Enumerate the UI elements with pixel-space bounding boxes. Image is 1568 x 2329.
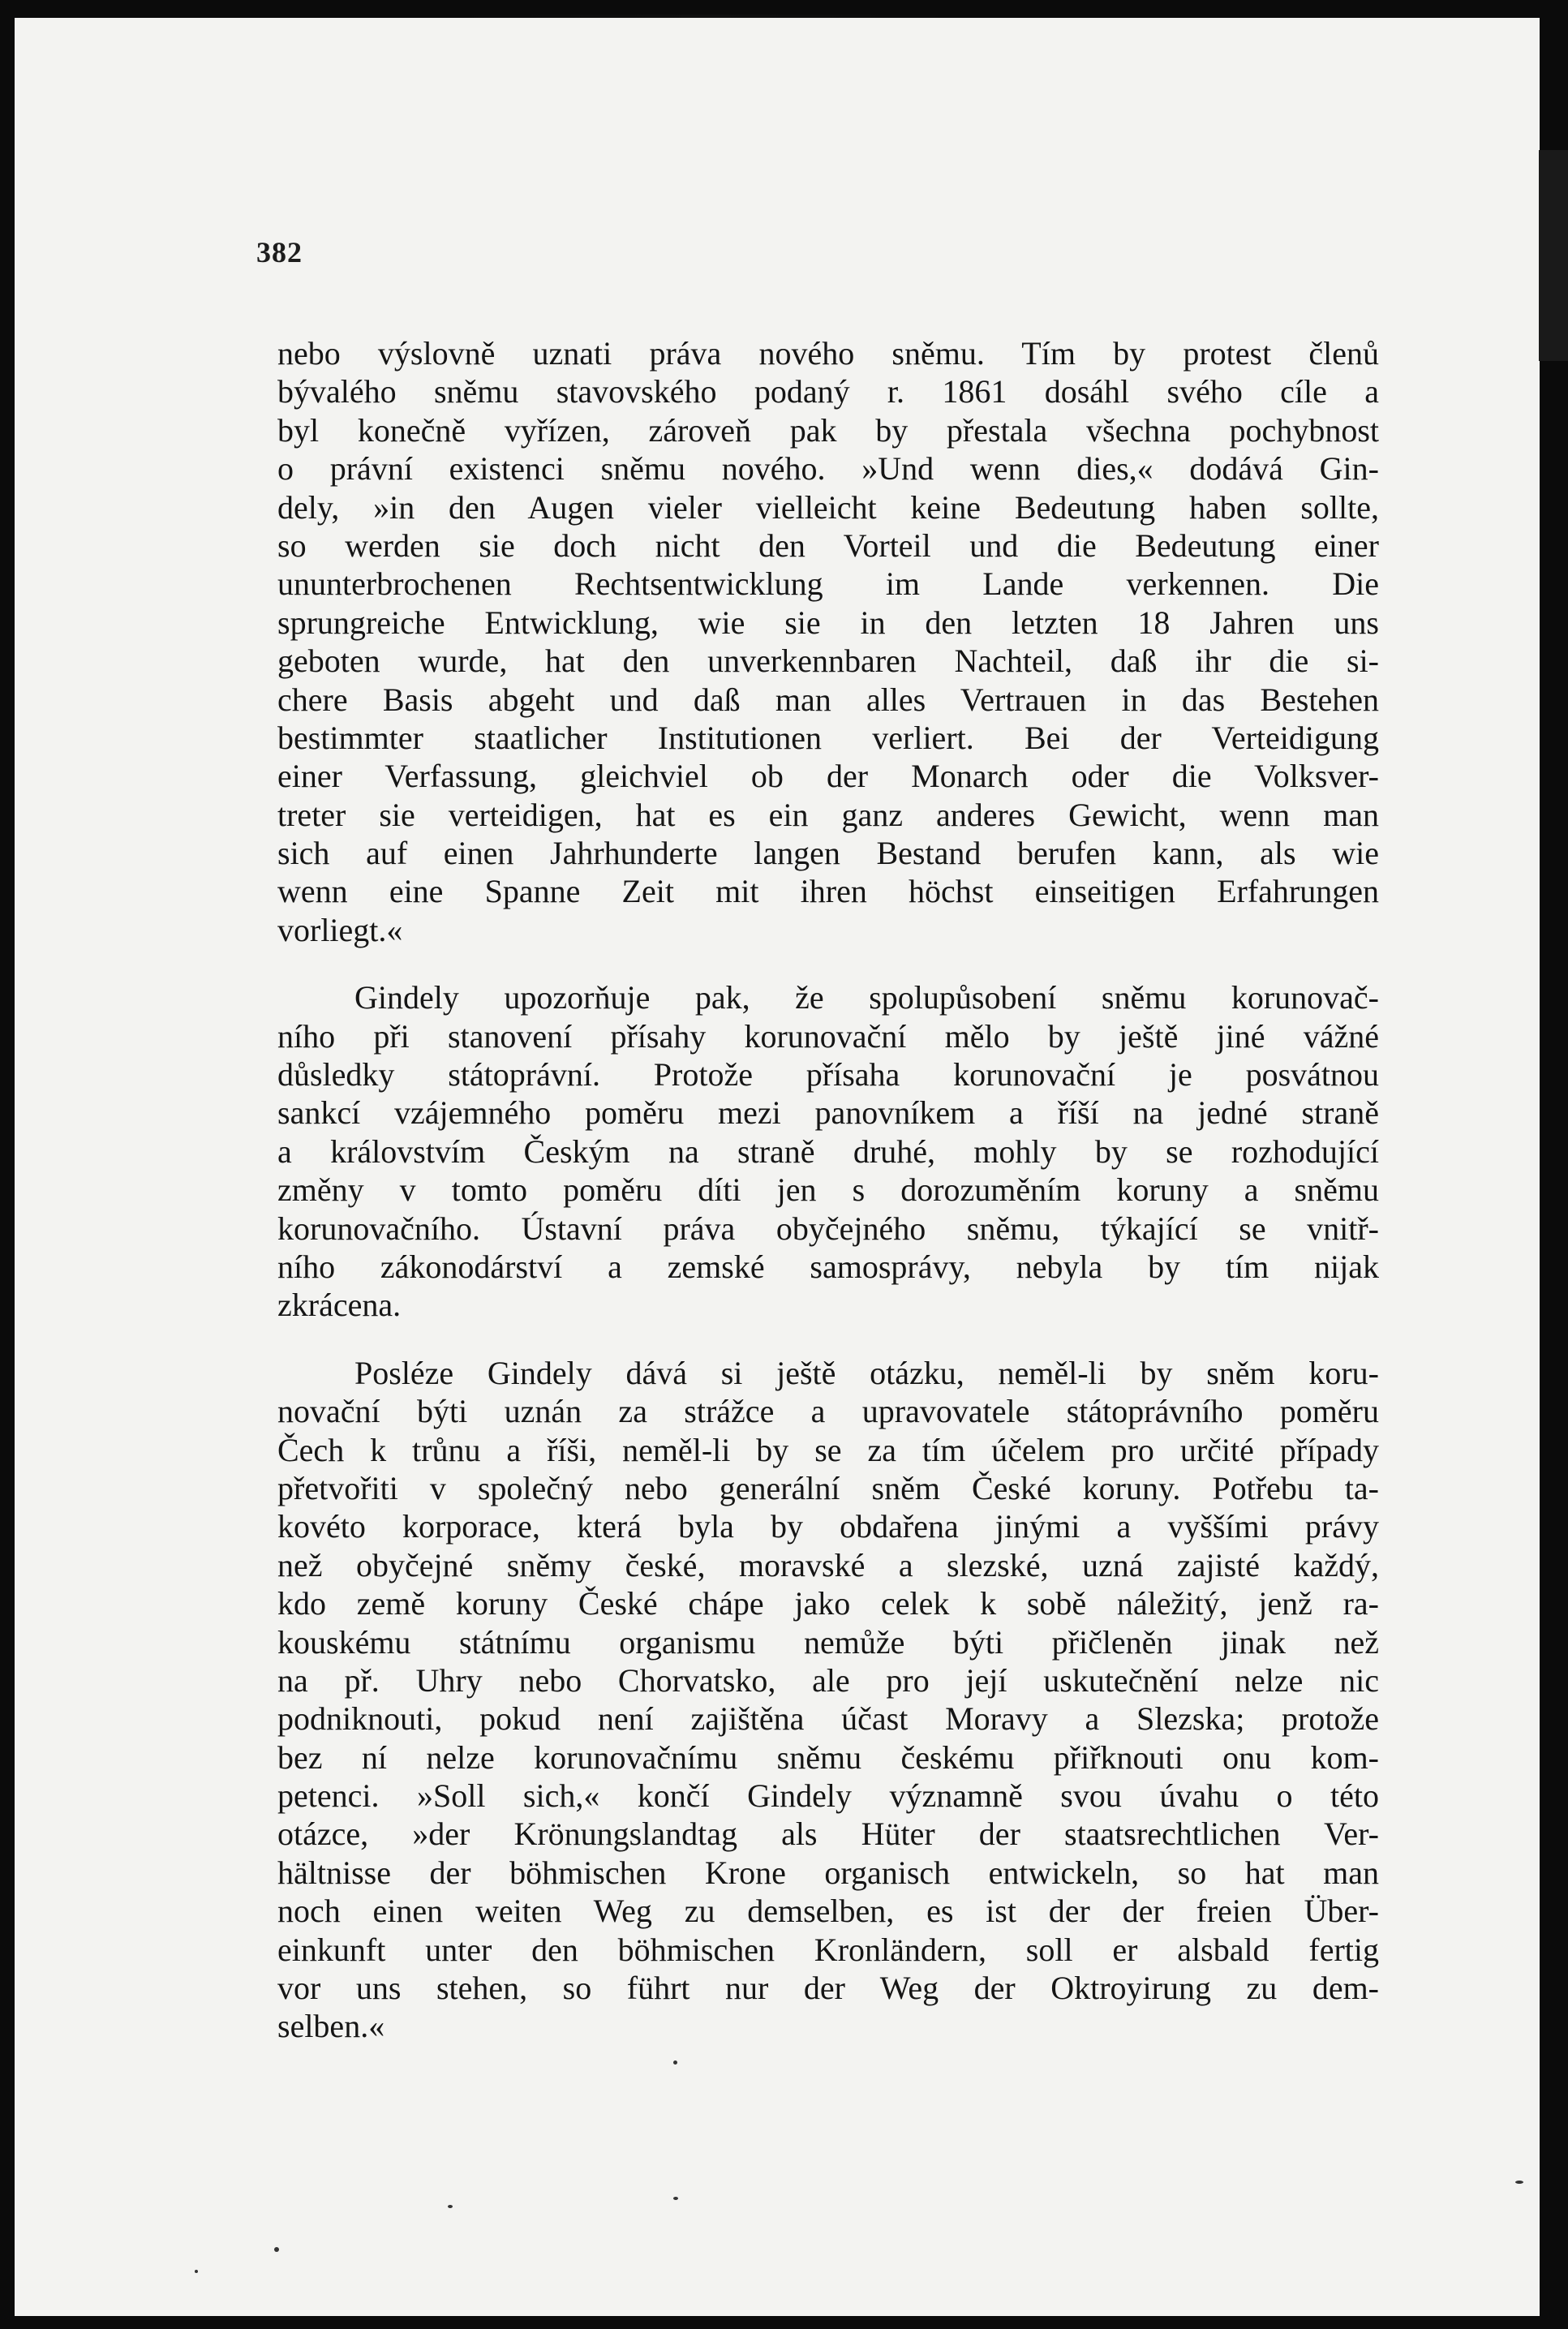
text-line: otázce, »der Krönungslandtag als Hüter der staatsrechtlichen Ver- bbox=[277, 1816, 1379, 1853]
text-line: přetvořiti v společný nebo generální sněm České koruny. Potřebu ta- bbox=[277, 1469, 1379, 1506]
text-line: dely, »in den Augen vieler vielleicht keine Bedeutung haben sollte, bbox=[277, 488, 1379, 526]
text-line: na př. Uhry nebo Chorvatsko, ale pro její uskutečnění nelze nic bbox=[277, 1661, 1379, 1699]
text-line: sankcí vzájemného poměru mezi panovníkem a říší na jedné straně bbox=[277, 1094, 1379, 1132]
text-line: nebo výslovně uznati práva nového sněmu. Tím by protest členů bbox=[277, 335, 1379, 372]
scan-speck bbox=[195, 2270, 198, 2273]
text-line: chere Basis abgeht und daß man alles Vertrauen in das Bestehen bbox=[277, 681, 1379, 718]
text-line: selben.« bbox=[277, 2008, 385, 2045]
text-line: a královstvím Českým na straně druhé, mohly by se rozhodující bbox=[277, 1132, 1379, 1170]
text-line: důsledky státoprávní. Protože přísaha korunovační je posvátnou bbox=[277, 1056, 1379, 1094]
scan-speck bbox=[448, 2205, 453, 2208]
text-line: wenn eine Spanne Zeit mit ihren höchst einseitigen Erfahrungen bbox=[277, 873, 1379, 910]
paragraph-2 bbox=[277, 978, 1379, 1325]
text-line: bestimmter staatlicher Institutionen verliert. Bei der Verteidigung bbox=[277, 719, 1379, 756]
text-line: sich auf einen Jahrhunderte langen Bestand berufen kann, als wie bbox=[277, 835, 1379, 872]
text-line: kouskému státnímu organismu nemůže býti přičleněn jinak než bbox=[277, 1623, 1379, 1661]
text-line: podniknouti, pokud není zajištěna účast Moravy a Slezska; protože bbox=[277, 1700, 1379, 1738]
text-line: ního při stanovení přísahy korunovační mělo by ještě jiné vážné bbox=[277, 1017, 1379, 1055]
text-line: ununterbrochenen Rechtsentwicklung im Lande verkennen. Die bbox=[277, 565, 1379, 603]
text-line: hältnisse der böhmischen Krone organisch entwickeln, so hat man bbox=[277, 1854, 1379, 1891]
text-line: zkrácena. bbox=[277, 1287, 402, 1324]
scan-speck bbox=[673, 2060, 677, 2065]
text-line: než obyčejné sněmy české, moravské a slezské, uzná zajisté každý, bbox=[277, 1546, 1379, 1583]
text-line: byl konečně vyřízen, zároveň pak by přestala všechna pochybnost bbox=[277, 411, 1379, 449]
paragraph-3 bbox=[277, 1354, 1379, 2046]
text-line: Gindely upozorňuje pak, že spolupůsobení sněmu korunovač- bbox=[354, 979, 1379, 1016]
text-line: einkunft unter den böhmischen Kronländern, soll er alsbald fertig bbox=[277, 1931, 1379, 1968]
scan-speck bbox=[1515, 2181, 1523, 2184]
text-line: kovéto korporace, která byla by obdařena jinými a vyššími právy bbox=[277, 1508, 1379, 1545]
text-line: ního zákonodárství a zemské samosprávy, nebyla by tím nijak bbox=[277, 1248, 1379, 1285]
text-line: Čech k trůnu a říši, neměl-li by se za tím účelem pro určité případy bbox=[277, 1431, 1379, 1468]
text-line: geboten wurde, hat den unverkennbaren Nachteil, daß ihr die si- bbox=[277, 642, 1379, 680]
scan-speck bbox=[673, 2197, 678, 2200]
text-line: einer Verfassung, gleichviel ob der Monarch oder die Volksver- bbox=[277, 758, 1379, 795]
text-line: sprungreiche Entwicklung, wie sie in den letzten 18 Jahren uns bbox=[277, 604, 1379, 641]
text-line: petenci. »Soll sich,« končí Gindely významně svou úvahu o této bbox=[277, 1777, 1379, 1815]
text-line: Posléze Gindely dává si ještě otázku, neměl-li by sněm koru- bbox=[354, 1354, 1379, 1391]
text-line: treter sie verteidigen, hat es ein ganz anderes Gewicht, wenn man bbox=[277, 796, 1379, 833]
text-line: so werden sie doch nicht den Vorteil und die Bedeutung einer bbox=[277, 526, 1379, 564]
scan-binding-strip bbox=[1539, 150, 1568, 361]
text-line: noch einen weiten Weg zu demselben, es ist der der freien Über- bbox=[277, 1893, 1379, 1930]
text-line: vor uns stehen, so führt nur der Weg der Oktroyirung zu dem- bbox=[277, 1970, 1379, 2007]
text-line: bez ní nelze korunovačnímu sněmu českému přiřknouti onu kom- bbox=[277, 1738, 1379, 1776]
text-line: korunovačního. Ústavní práva obyčejného sněmu, týkající se vnitř- bbox=[277, 1210, 1379, 1247]
scan-speck bbox=[274, 2247, 279, 2252]
text-line: změny v tomto poměru díti jen s dorozuměním koruny a sněmu bbox=[277, 1171, 1379, 1209]
text-line: kdo země koruny České chápe jako celek k sobě náležitý, jenž ra- bbox=[277, 1585, 1379, 1622]
page-body bbox=[277, 334, 1379, 2075]
page-number: 382 bbox=[256, 236, 303, 269]
text-line: bývalého sněmu stavovského podaný r. 1861 dosáhl svého cíle a bbox=[277, 373, 1379, 410]
paragraph-1 bbox=[277, 334, 1379, 949]
text-line: vorliegt.« bbox=[277, 911, 403, 948]
text-line: novační býti uznán za strážce a upravovatele státoprávního poměru bbox=[277, 1393, 1379, 1430]
text-line: o právní existenci sněmu nového. »Und wenn dies,« dodává Gin- bbox=[277, 450, 1379, 488]
